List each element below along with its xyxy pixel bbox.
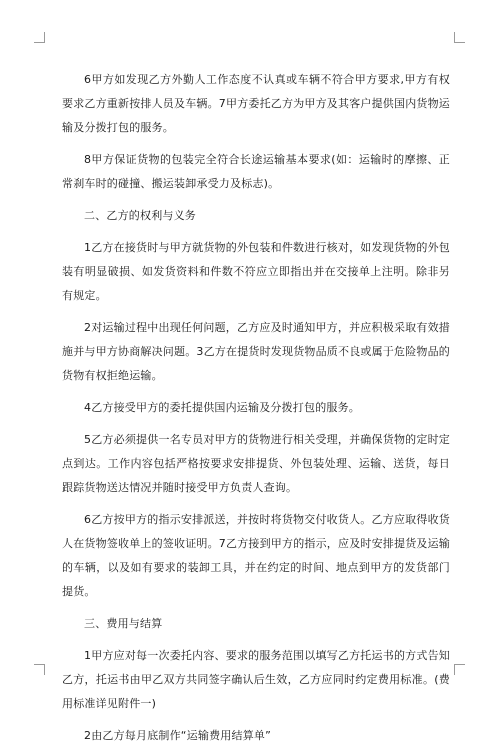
crop-mark-bottom-right [454,664,465,675]
document-body [62,68,450,756]
paragraph-fees-clause-2: 2由乙方每月底制作“运输费用结算单” [84,729,271,742]
paragraph-b-clause-2-3: 2对运输过程中出现任何问题，乙方应及时通知甲方，并应积极采取有效措施并与甲方协商解决问题。3乙方在提货时发现货物品质不良或属于危险物品的货物有权拒绝运输。 [62,321,450,382]
paragraph-clause-8: 8甲方保证货物的包装完全符合长途运输基本要求(如：运输时的摩擦、正常刹车时的碰撞、搬运装卸承受力及标志)。 [62,153,450,190]
section-heading-party-b-rights: 二、乙方的权利与义务 [84,209,196,222]
crop-mark-top-left [34,32,45,43]
section-heading-fees-settlement: 三、费用与结算 [84,617,163,630]
paragraph-clause-6-7: 6甲方如发现乙方外勤人工作态度不认真或车辆不符合甲方要求,甲方有权要求乙方重新按排人员及车辆。7甲方委托乙方为甲方及其客户提供国内货物运输及分拨打包的服务。 [62,73,450,134]
paragraph-b-clause-1: 1乙方在接货时与甲方就货物的外包装和件数进行核对，如发现货物的外包装有明显破损、如发货资料和件数不符应立即指出并在交接单上注明。除非另有规定。 [62,241,450,302]
paragraph-b-clause-6-7: 6乙方按甲方的指示安排派送，并按时将货物交付收货人。乙方应取得收货人在货物签收单上的签收证明。7乙方接到甲方的指示，应及时安排提货及运输的车辆，以及如有要求的装卸工具，并在约定的时间、地点到甲方的发货部门提货。 [62,513,450,598]
crop-mark-top-right [454,32,465,43]
paragraph-b-clause-5: 5乙方必须提供一名专员对甲方的货物进行相关受理，并确保货物的定时定点到达。工作内容包括严格按要求安排提货、外包装处理、运输、送货，每日跟踪货物送达情况并随时接受甲方负责人查询。 [62,433,450,494]
crop-mark-bottom-left [34,664,45,675]
paragraph-fees-clause-1: 1甲方应对每一次委托内容、要求的服务范围以填写乙方托运书的方式告知乙方，托运书由甲乙双方共同签字确认后生效，乙方应同时约定费用标准。(费用标准详见附件一) [62,649,450,710]
paragraph-b-clause-4: 4乙方接受甲方的委托提供国内运输及分拨打包的服务。 [84,401,360,414]
